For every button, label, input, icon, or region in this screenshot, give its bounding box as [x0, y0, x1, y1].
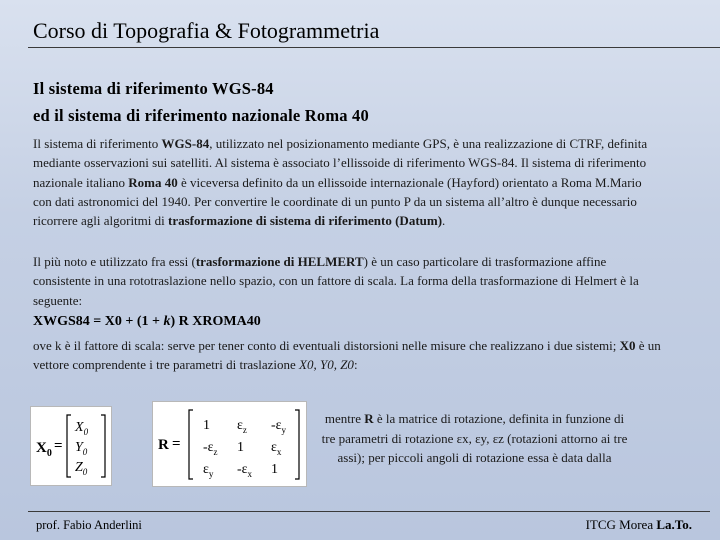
rotation-matrix-svg — [153, 402, 306, 486]
header-rule — [28, 47, 720, 48]
footer-author: prof. Fabio Anderlini — [36, 518, 142, 532]
formula-run-1: k — [163, 314, 171, 329]
paragraph1-run-3: Roma 40 — [128, 174, 178, 190]
r-cell-2-2: 1 — [271, 462, 278, 477]
paragraph3-run-3: X0, Y0, Z0 — [299, 357, 354, 373]
paragraph1-run-1: WGS-84 — [161, 136, 210, 151]
paragraph1-run-4: è viceversa definito da un ellissoide internazionale (Hayford) orientato a Roma M.Mario con dati astronomici del 1940. Per convertire le coordinate di un punto P da un sistema all’altro è dunque necessario ricorrere agli algoritmi di — [33, 174, 642, 229]
x0-equals: = — [54, 438, 63, 454]
x0-entry-y: $Y_0$ — [75, 440, 88, 457]
x0-entry-z: $Z_0$ — [75, 460, 88, 477]
paragraph3-run-1: X0 — [619, 338, 636, 353]
footer-school-prefix: ITCG Morea — [585, 517, 657, 532]
rotation-matrix-description — [317, 409, 632, 468]
r-cell-0-0: 1 — [203, 418, 210, 433]
side_text-run-0: mentre — [324, 411, 365, 426]
x0-label: $X_0$ — [36, 440, 52, 459]
r-cell-1-0: $-\varepsilon_z$ — [203, 440, 218, 457]
paragraph-helmert — [33, 252, 663, 310]
header-title: Corso di Topografia & Fotogrammetria — [33, 18, 380, 43]
rotation-matrix-cells — [203, 418, 287, 479]
r-cell-1-2: $\varepsilon_x$ — [271, 440, 282, 457]
r-label: R — [158, 437, 169, 453]
side_text-run-1: R — [364, 411, 374, 426]
r-cell-2-0: $\varepsilon_y$ — [203, 462, 214, 479]
paragraph1-run-0: Il sistema di riferimento — [33, 136, 162, 151]
rotation-matrix-image — [152, 401, 307, 487]
r-equals: = — [172, 436, 181, 452]
paragraph1-run-5: trasformazione di sistema di riferimento (Datum) — [168, 213, 443, 229]
r-cell-2-1: $-\varepsilon_x$ — [237, 462, 253, 479]
paragraph2-run-2: ) è un caso particolare di trasformazione affine consistente in una rototraslazione nello spazio, con un fattore di scala. La forma della trasformazione di Helmert è la seguente: — [33, 254, 639, 308]
section-heading-roma40: ed il sistema di riferimento nazionale Roma 40 — [33, 106, 369, 125]
paragraph2-run-0: Il più noto e utilizzato fra essi ( — [33, 254, 196, 269]
helmert-formula — [33, 314, 261, 330]
r-cell-0-1: $\varepsilon_z$ — [237, 418, 247, 435]
paragraph1-run-6: . — [442, 213, 446, 229]
formula-run-0: XWGS84 = X0 + (1 + — [33, 314, 164, 329]
paragraph3-run-0: ove k è il fattore di scala: serve per tener conto di eventuali distorsioni nelle misure che realizzano i due sistemi; — [33, 338, 620, 353]
paragraph-scale-factor — [33, 336, 663, 375]
x0-entry-x: $X_0$ — [75, 420, 89, 437]
side_text-run-2: è la matrice di rotazione, definita in funzione di tre parametri di rotazione εx, εy, εz (rotazioni attorno ai tre assi); per piccoli angoli di rotazione essa è data dalla — [321, 411, 628, 465]
r-cell-0-2: $-\varepsilon_y$ — [271, 418, 287, 435]
translation-vector-svg — [31, 407, 111, 485]
paragraph3-run-4: : — [353, 357, 358, 373]
paragraph3-run-2: è un vettore comprendente i tre parametri di traslazione — [33, 338, 661, 373]
r-cell-1-1: 1 — [237, 440, 244, 455]
footer-rule — [28, 511, 710, 512]
paragraph1-run-2: , utilizzato nel posizionamento mediante GPS, è una realizzazione di CTRF, definita mediante osservazioni sui satelliti. Al sistema è associato l’ellissoide di riferimento WGS-84. Il sistema di riferimento nazionale italiano — [33, 136, 648, 190]
paragraph-intro — [33, 134, 663, 230]
formula-run-2: ) R XROMA40 — [170, 314, 261, 329]
footer-school — [586, 517, 692, 533]
footer-school-bold: La.To. — [656, 517, 692, 532]
paragraph2-run-1: trasformazione di HELMERT — [195, 254, 364, 269]
translation-vector-image — [30, 406, 112, 486]
section-heading-wgs84: Il sistema di riferimento WGS-84 — [33, 79, 274, 98]
